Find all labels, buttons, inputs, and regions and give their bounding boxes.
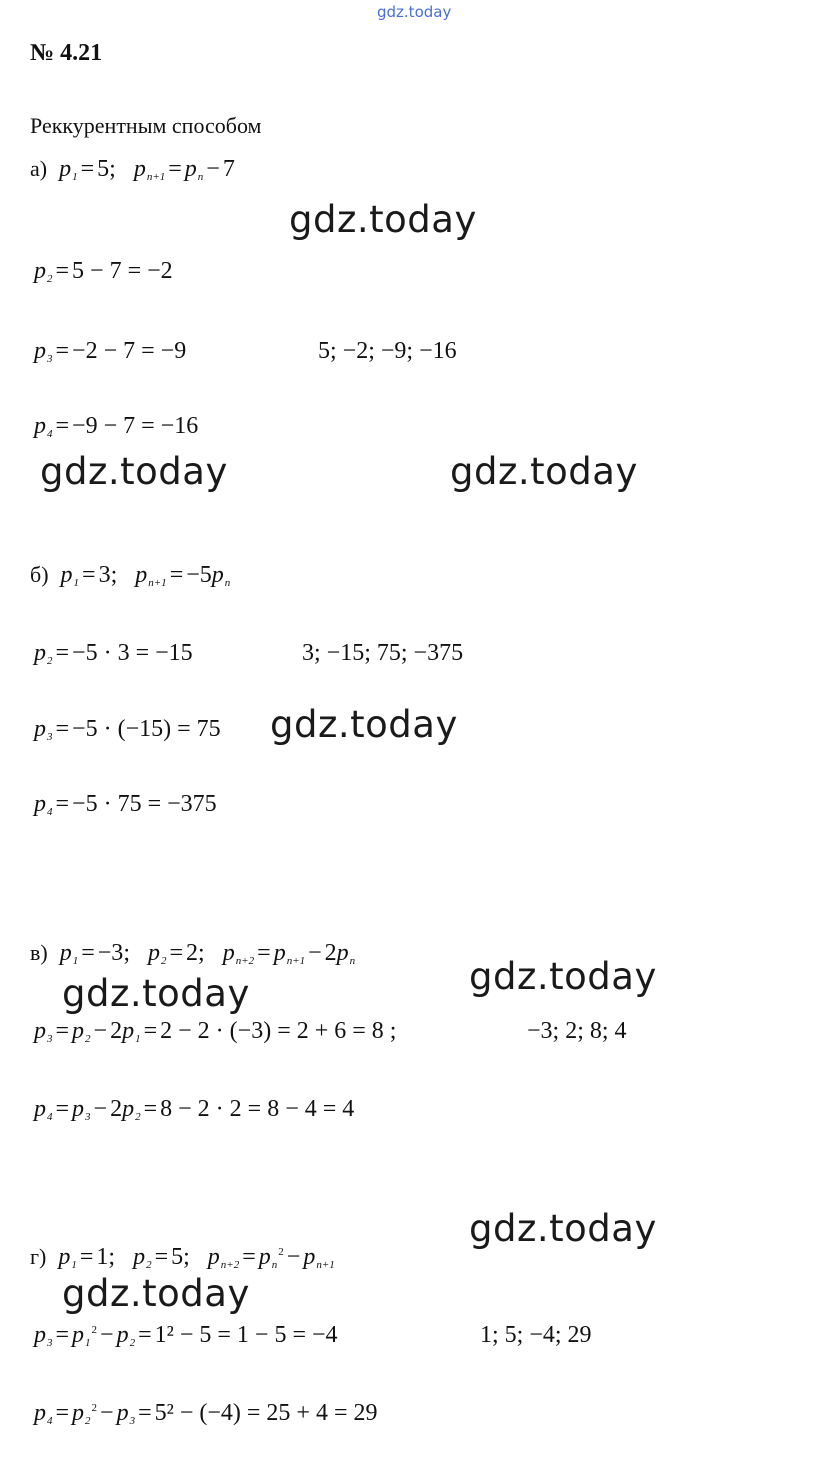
part-v-step-expr: 2 − 2 · (−3) = 2 + 6 = 8 ; <box>160 1018 397 1044</box>
part-a-label: а) <box>30 156 48 181</box>
watermark: gdz.today <box>40 450 228 493</box>
part-b-answer: 3; −15; 75; −375 <box>302 640 464 666</box>
part-g-step-expr: 1² − 5 = 1 − 5 = −4 <box>154 1322 338 1348</box>
part-b-step-index: 4 <box>47 806 53 818</box>
part-v-p1: −3 <box>97 940 124 966</box>
part-a-step-index: 4 <box>47 428 53 440</box>
part-a-step-const: 7 <box>222 156 235 182</box>
part-b-step-expr: −5 · (−15) = 75 <box>72 716 221 742</box>
part-b-statement: б) $p_1 = 3$; $p_{n+1} = -5p_n$ <box>30 562 231 589</box>
watermark: gdz.today <box>469 1207 657 1250</box>
part-a-step: $p_3 = -2 - 7 = -9$ <box>34 338 187 365</box>
part-a-step-expr: −2 − 7 = −9 <box>72 338 187 364</box>
part-v-step: $p_3 = p_2 - 2p_1 = 2 - 2 \cdot (-3) = 2 + 6 = 8$ ; <box>34 1018 397 1045</box>
watermark: gdz.today <box>270 703 458 746</box>
part-a-step-expr: −9 − 7 = −16 <box>72 413 199 439</box>
part-a-p1: 5 <box>97 156 110 182</box>
part-v-answer: −3; 2; 8; 4 <box>527 1018 627 1044</box>
part-g-p1: 1 <box>96 1244 109 1270</box>
part-b-p1: 3 <box>98 562 111 588</box>
watermark: gdz.today <box>289 198 477 241</box>
part-b-factor: −5 <box>186 562 212 588</box>
part-b-step: $p_4 = -5 \cdot 75 = -375$ <box>34 791 217 818</box>
part-v-label: в) <box>30 940 48 965</box>
part-g-answer: 1; 5; −4; 29 <box>480 1322 592 1348</box>
part-b-step: $p_3 = -5 \cdot (-15) = 75$ <box>34 716 221 743</box>
part-v-step-expr: 8 − 2 · 2 = 8 − 4 = 4 <box>160 1096 355 1122</box>
part-b-step-index: 2 <box>47 655 53 667</box>
part-g-p2: 5 <box>171 1244 184 1270</box>
header-watermark: gdz.today <box>377 3 452 21</box>
part-a-step: $p_4 = -9 - 7 = -16$ <box>34 413 199 440</box>
method-subtitle: Реккурентным способом <box>30 113 262 138</box>
part-b-step-expr: −5 · 75 = −375 <box>72 791 217 817</box>
part-a-statement: а) $p_1 = 5$; $p_{n+1} = p_n - 7$ <box>30 156 235 183</box>
part-v-step: $p_4 = p_3 - 2p_2 = 8 - 2 \cdot 2 = 8 - 4 = 4$ <box>34 1096 355 1123</box>
watermark: gdz.today <box>62 972 250 1015</box>
part-a-step-index: 2 <box>47 273 53 285</box>
watermark: gdz.today <box>469 955 657 998</box>
part-b-label: б) <box>30 562 49 587</box>
part-g-step: $p_4 = p_2^2 - p_3 = 5^2 - (-4) = 25 + 4 = 29$ <box>34 1400 378 1427</box>
part-a-step-expr: 5 − 7 = −2 <box>72 258 173 284</box>
part-b-step-expr: −5 · 3 = −15 <box>72 640 193 666</box>
part-g-statement: г) $p_1 = 1$; $p_2 = 5$; $p_{n+2} = p_n^2 - p_{n+1}$ <box>30 1244 335 1271</box>
part-g-step-expr: 5² − (−4) = 25 + 4 = 29 <box>154 1400 378 1426</box>
part-a-step-index: 3 <box>47 353 53 365</box>
watermark: gdz.today <box>62 1272 250 1315</box>
part-a-answer: 5; −2; −9; −16 <box>318 338 457 364</box>
part-v-statement: в) $p_1 = -3$; $p_2 = 2$; $p_{n+2} = p_{n+1} - 2p_n$ <box>30 940 356 967</box>
part-g-label: г) <box>30 1244 47 1269</box>
problem-number: № 4.21 <box>30 40 103 66</box>
part-a-step: $p_2 = 5 - 7 = -2$ <box>34 258 173 285</box>
part-b-step-index: 3 <box>47 731 53 743</box>
watermark: gdz.today <box>450 450 638 493</box>
part-g-step: $p_3 = p_1^2 - p_2 = 1^2 - 5 = 1 - 5 = -4$ <box>34 1322 338 1349</box>
part-v-p2: 2 <box>186 940 199 966</box>
part-b-step: $p_2 = -5 \cdot 3 = -15$ <box>34 640 193 667</box>
